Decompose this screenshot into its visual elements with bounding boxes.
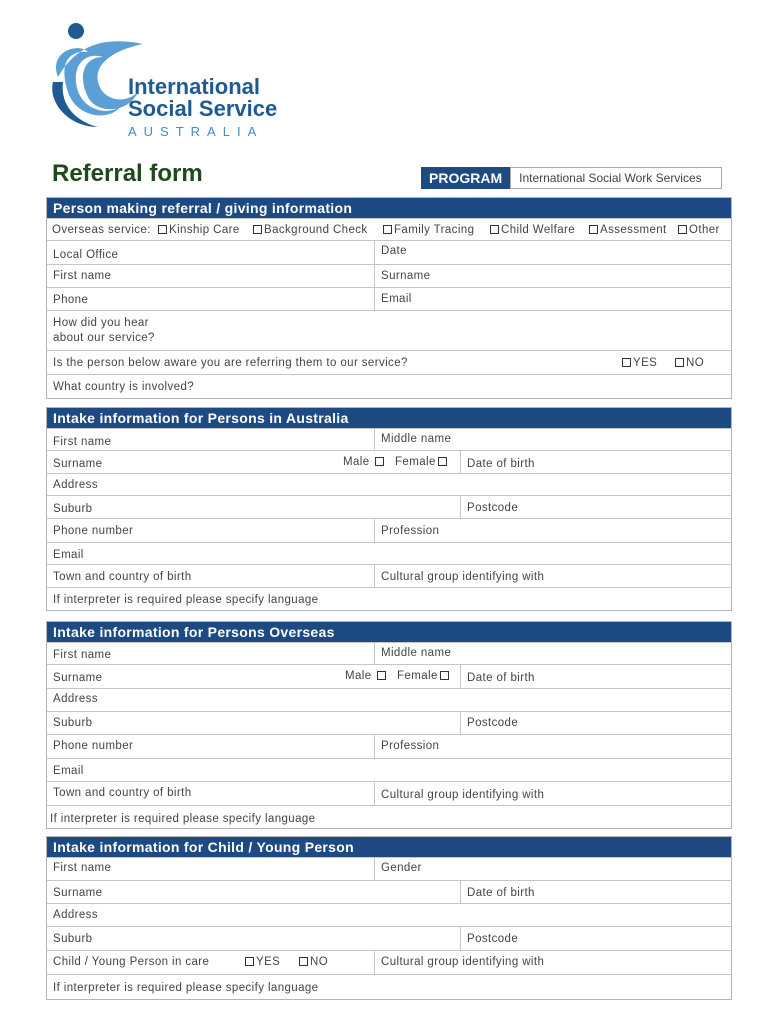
section-title: Intake information for Child / Young Person (47, 837, 731, 857)
address-field[interactable]: Address (47, 903, 731, 926)
kinship-care-option[interactable]: Kinship Care (156, 224, 240, 236)
name-row (47, 428, 731, 450)
in-care-no-option[interactable]: NO (297, 956, 328, 968)
postcode-field[interactable]: Postcode (460, 496, 731, 518)
cultural-field[interactable]: Cultural group identifying with (374, 782, 731, 805)
aware-question: Is the person below aware you are referring them to our service? (53, 357, 408, 369)
address-field[interactable]: Address (47, 688, 731, 711)
town-field[interactable]: Town and country of birth (53, 787, 192, 799)
email-field[interactable]: Email (374, 288, 731, 310)
name-row (47, 642, 731, 664)
female-option[interactable]: Female (397, 670, 451, 682)
checkbox[interactable] (490, 225, 499, 234)
section-persons-australia (46, 407, 732, 611)
other-option[interactable]: Other (676, 224, 720, 236)
suburb-row (47, 711, 731, 734)
cultural-field[interactable]: Cultural group identifying with (374, 565, 731, 587)
aware-row (47, 350, 731, 374)
town-field[interactable]: Town and country of birth (53, 571, 192, 583)
checkbox[interactable] (253, 225, 262, 234)
checkbox[interactable] (299, 957, 308, 966)
checkbox[interactable] (622, 358, 631, 367)
middle-name-field[interactable]: Middle name (374, 643, 731, 664)
program-value[interactable]: International Social Work Services (510, 167, 722, 189)
local-office-field[interactable]: Local Office (53, 249, 119, 261)
name-row (47, 264, 731, 287)
birth-row (47, 781, 731, 805)
female-option[interactable]: Female (395, 456, 449, 468)
checkbox[interactable] (245, 957, 254, 966)
overseas-service-row (47, 218, 731, 240)
checkbox[interactable] (678, 225, 687, 234)
profession-field[interactable]: Profession (374, 735, 731, 758)
postcode-field[interactable]: Postcode (460, 712, 731, 734)
suburb-field[interactable]: Suburb (53, 717, 93, 729)
surname-gender-row (47, 450, 731, 473)
in-care-yes-option[interactable]: YES (243, 956, 280, 968)
section-referrer (46, 197, 732, 399)
checkbox[interactable] (438, 457, 447, 466)
brand-line-3: AUSTRALIA (128, 124, 264, 139)
brand-line-1: International (128, 74, 261, 99)
male-option[interactable]: Male (345, 670, 388, 682)
section-persons-overseas (46, 621, 732, 829)
surname-field[interactable]: Surname (53, 672, 103, 684)
program-label: PROGRAM (421, 167, 510, 189)
email-field[interactable]: Email (47, 758, 731, 781)
logo-text (128, 76, 277, 139)
profession-field[interactable]: Profession (374, 519, 731, 542)
country-field[interactable]: What country is involved? (47, 374, 731, 398)
interpreter-field[interactable]: If interpreter is required please specify language (47, 587, 731, 610)
form-title: Referral form (52, 160, 203, 187)
section-title: Intake information for Persons in Australia (47, 408, 731, 428)
in-care-field: Child / Young Person in care (53, 956, 210, 968)
care-row (47, 950, 731, 974)
surname-field[interactable]: Surname (374, 265, 731, 287)
male-option[interactable]: Male (343, 456, 386, 468)
assessment-option[interactable]: Assessment (587, 224, 667, 236)
cultural-field[interactable]: Cultural group identifying with (374, 951, 731, 974)
phone-field[interactable]: Phone number (53, 740, 134, 752)
address-field[interactable]: Address (47, 473, 731, 495)
checkbox[interactable] (383, 225, 392, 234)
postcode-field[interactable]: Postcode (460, 927, 731, 950)
phone-field[interactable]: Phone number (53, 525, 134, 537)
phone-field[interactable]: Phone (53, 294, 89, 306)
checkbox[interactable] (158, 225, 167, 234)
suburb-field[interactable]: Suburb (53, 933, 93, 945)
dob-field[interactable]: Date of birth (460, 881, 731, 903)
interpreter-field[interactable]: If interpreter is required please specify language (47, 974, 731, 999)
checkbox[interactable] (375, 457, 384, 466)
date-field[interactable]: Date (374, 241, 731, 264)
section-child (46, 836, 732, 1000)
surname-gender-row (47, 664, 731, 688)
first-name-field[interactable]: First name (53, 436, 112, 448)
gender-field[interactable]: Gender (374, 858, 731, 880)
dob-field[interactable]: Date of birth (460, 451, 731, 473)
aware-no-option[interactable]: NO (673, 357, 704, 369)
child-welfare-option[interactable]: Child Welfare (488, 224, 575, 236)
birth-row (47, 564, 731, 587)
suburb-row (47, 495, 731, 518)
section-title: Intake information for Persons Overseas (47, 622, 731, 642)
section-title: Person making referral / giving information (47, 198, 731, 218)
middle-name-field[interactable]: Middle name (374, 429, 731, 450)
suburb-row (47, 926, 731, 950)
name-gender-row (47, 857, 731, 880)
surname-field[interactable]: Surname (53, 887, 103, 899)
how-heard-field[interactable]: How did you hear about our service? (47, 310, 731, 350)
aware-yes-option[interactable]: YES (620, 357, 657, 369)
first-name-field[interactable]: First name (53, 649, 112, 661)
checkbox[interactable] (675, 358, 684, 367)
first-name-field[interactable]: First name (53, 862, 112, 874)
suburb-field[interactable]: Suburb (53, 503, 93, 515)
office-date-row (47, 240, 731, 264)
phone-row (47, 518, 731, 542)
dob-field[interactable]: Date of birth (460, 665, 731, 688)
checkbox[interactable] (589, 225, 598, 234)
phone-row (47, 734, 731, 758)
first-name-field[interactable]: First name (53, 270, 112, 282)
email-field[interactable]: Email (47, 542, 731, 564)
background-check-option[interactable]: Background Check (251, 224, 368, 236)
brand-line-2: Social Service (128, 96, 278, 121)
overseas-service-label: Overseas service: (52, 224, 151, 236)
checkbox[interactable] (440, 671, 449, 680)
contact-row (47, 287, 731, 310)
surname-row (47, 880, 731, 903)
surname-field[interactable]: Surname (53, 458, 103, 470)
checkbox[interactable] (377, 671, 386, 680)
program-field (421, 167, 722, 189)
interpreter-field[interactable]: If interpreter is required please specify language (47, 805, 731, 828)
iss-logo (48, 22, 288, 137)
family-tracing-option[interactable]: Family Tracing (381, 224, 474, 236)
